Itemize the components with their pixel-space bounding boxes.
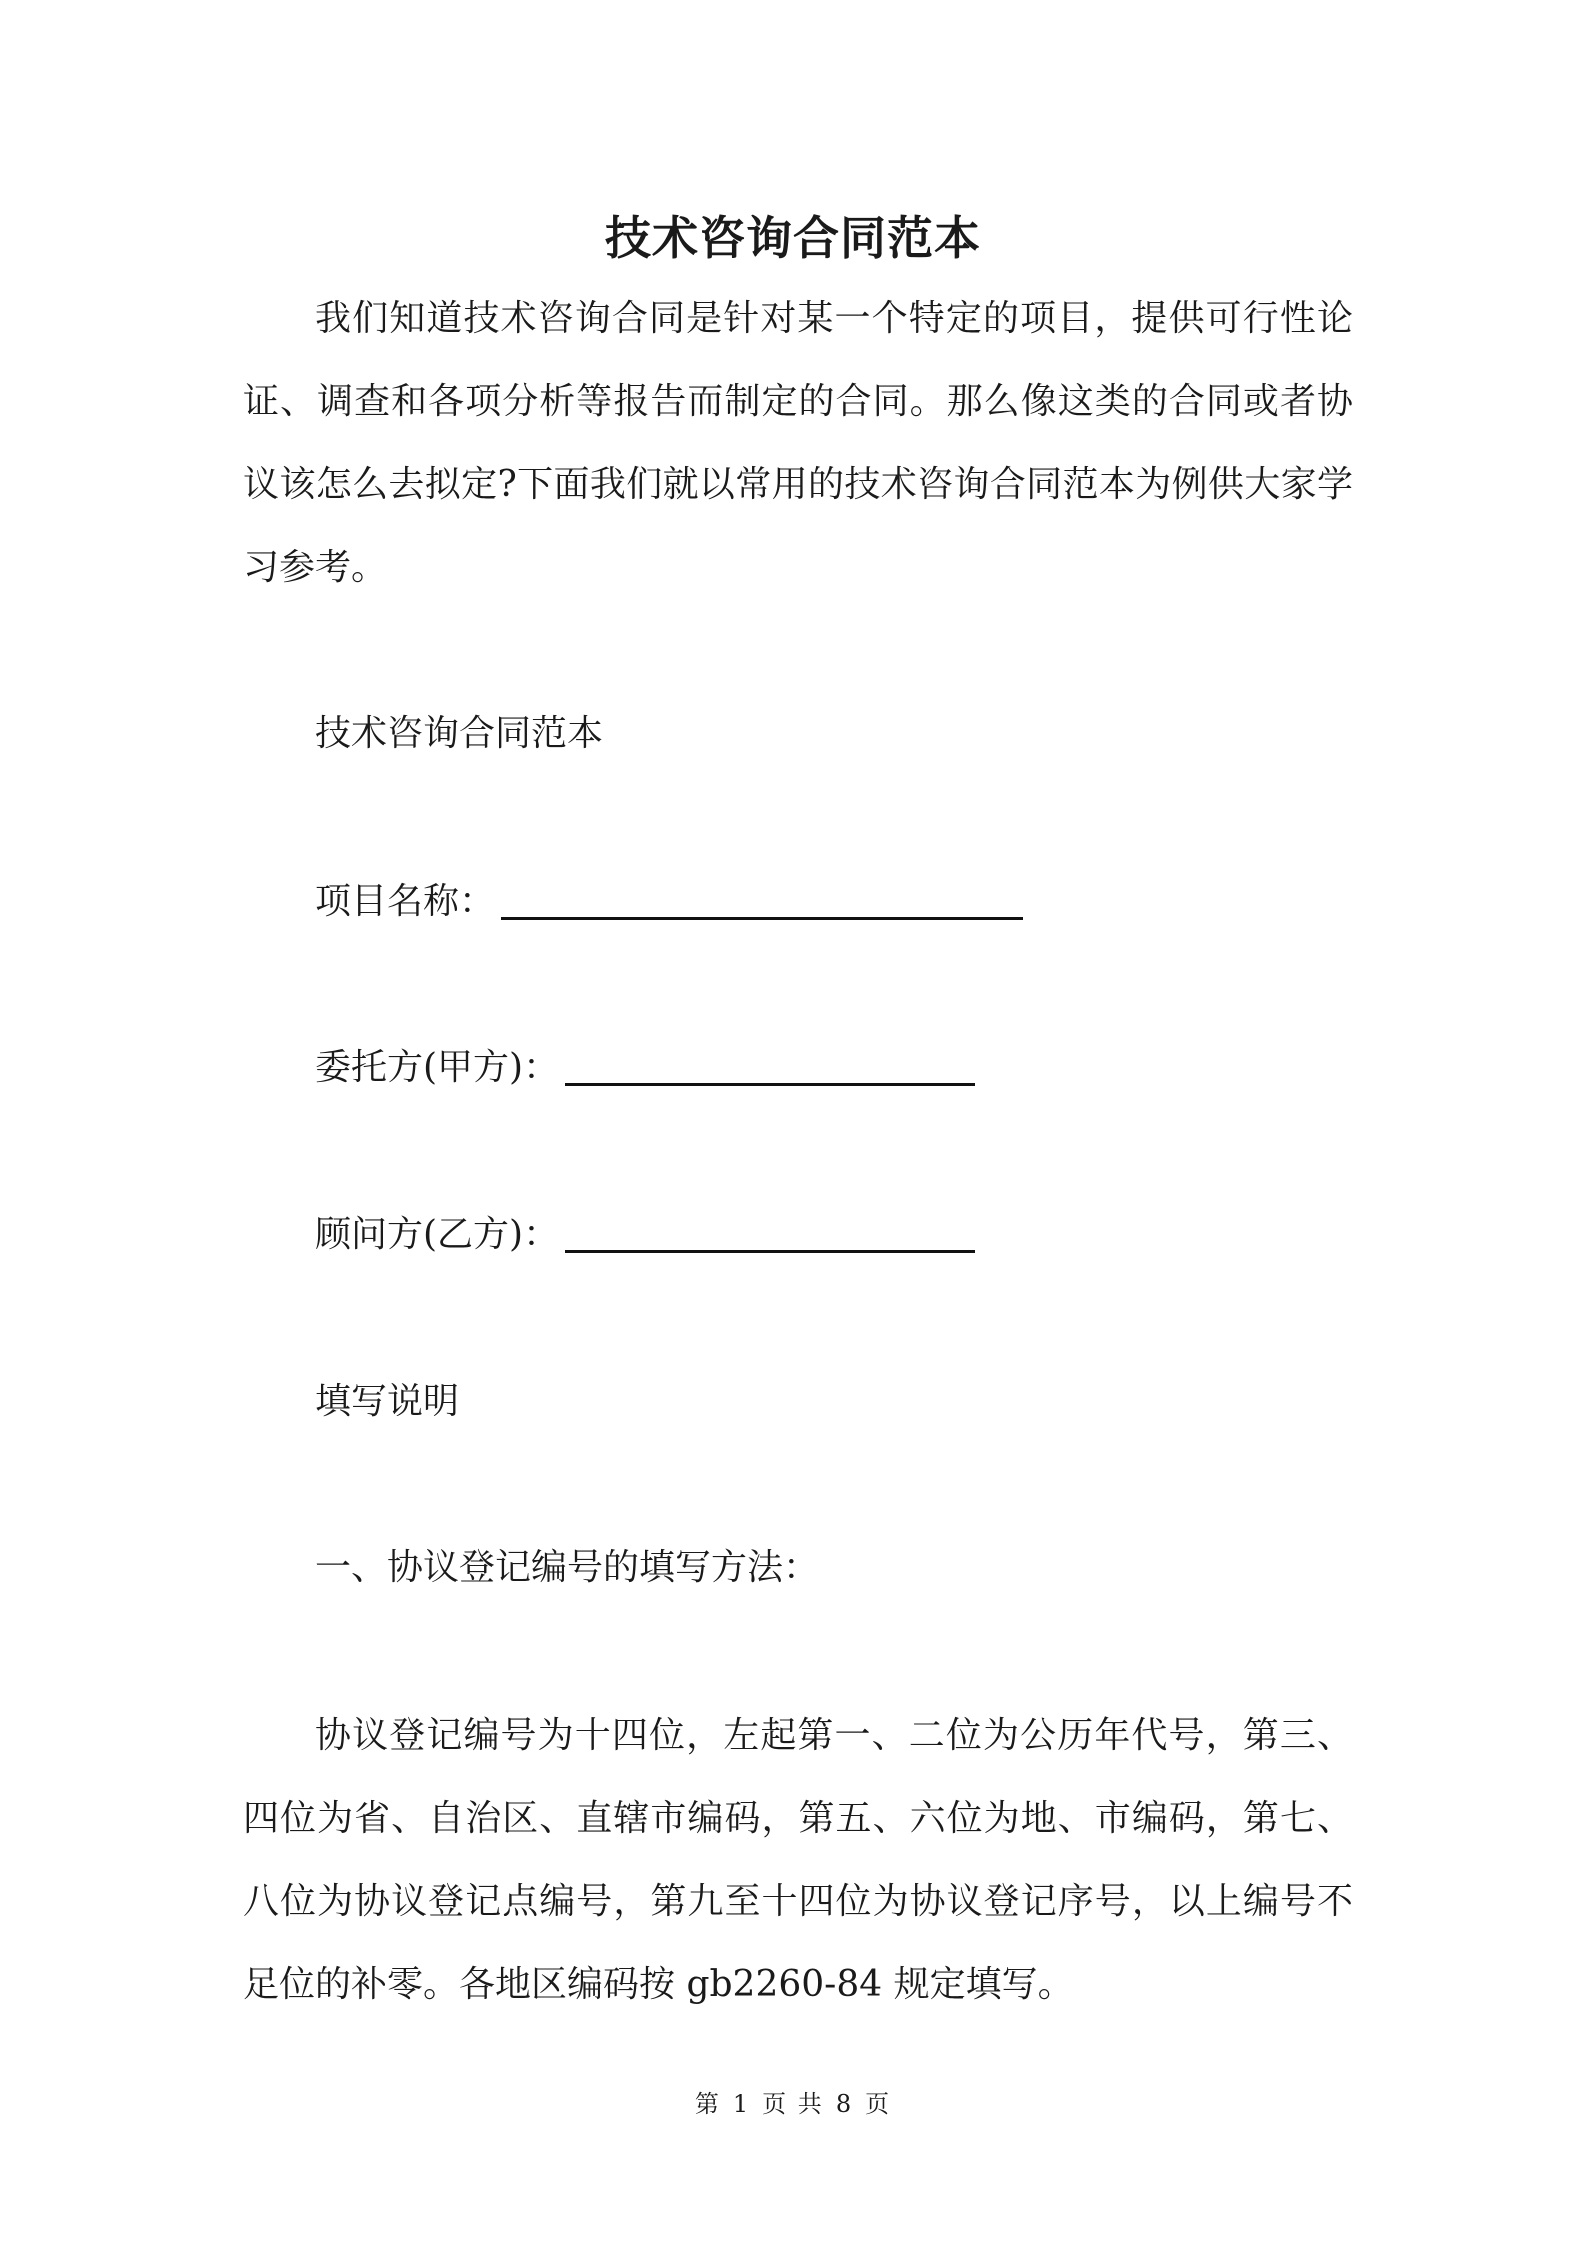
intro-paragraph: 我们知道技术咨询合同是针对某一个特定的项目，提供可行性论证、调查和各项分析等报告而制定的合同。那么像这类的合同或者协议该怎么去拟定?下面我们就以常用的技术咨询合同范本为例供大家学习参考。 (243, 298, 1353, 588)
document-title: 技术咨询合同范本 (605, 211, 981, 265)
project-name-label: 项目名称： (315, 881, 496, 922)
client-field (315, 1044, 975, 1092)
contract-subtitle: 技术咨询合同范本 (315, 713, 604, 754)
consultant-label: 顾问方(乙方)： (315, 1214, 560, 1255)
consultant-blank[interactable] (565, 1214, 975, 1253)
footer-total-pages: 8 (835, 2090, 854, 2118)
project-name-blank[interactable] (501, 881, 1023, 920)
consultant-field (315, 1211, 975, 1259)
project-name-field (315, 878, 1023, 926)
footer-current-page: 1 (732, 2090, 751, 2118)
section-1-body: 协议登记编号为十四位，左起第一、二位为公历年代号，第三、四位为省、自治区、直辖市编码，第五、六位为地、市编码，第七、八位为协议登记点编号，第九至十四位为协议登记序号，以上编号不足位的补零。各地区编码按 gb2260-84 规定填写。 (243, 1715, 1353, 2005)
footer-page-mid: 页 共 (762, 2090, 824, 2118)
client-label: 委托方(甲方)： (315, 1047, 560, 1088)
section-1-heading: 一、协议登记编号的填写方法： (315, 1547, 820, 1588)
footer-page-prefix: 第 (694, 2090, 721, 2118)
instructions-heading: 填写说明 (315, 1381, 460, 1422)
page-footer (0, 2084, 1586, 2119)
footer-page-suffix: 页 (865, 2090, 892, 2118)
client-blank[interactable] (565, 1047, 975, 1086)
